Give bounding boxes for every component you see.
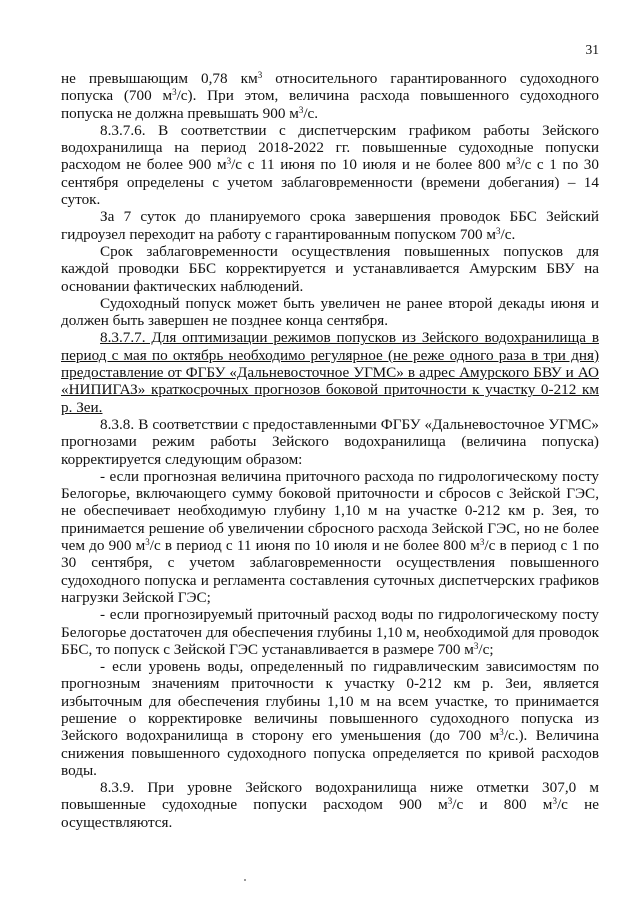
paragraph-continuation: не превышающим 0,78 $км^3$ относительного гарантированного судоходного попуска (700 $м^3/с$). При этом, величина расхода повышенного судоходного попуска не должна превышать 900 $м^3/с$. — [61, 70, 600, 122]
paragraph-8-3-9: 8.3.9. При уровне Зейского водохранилища ниже отметки 307,0 м повышенные судоходные попуски расходом 900 $м^3/с$ и 800 $м^3/с$ не осуществляются. — [61, 779, 599, 831]
list-item-3: - если уровень воды, определенный по гидравлическим зависимостям по прогнозным значениям приточности к участку 0-212 км р. Зеи, является избыточным для обеспечения глубины 1,10 м на всем участке, то принимается решение о корректировке величины повышенного судоходного попуска из Зейского водохранилища в сторону его уменьшения (до 700 $м^3/с$.). Величина снижения повышенного судоходного попуска определяется по кривой расходов воды. — [61, 658, 600, 779]
paragraph-8-3-7-6: 8.3.7.6. В соответствии с диспетчерским графиком работы Зейского водохранилища на период 2018-2022 гг. повышенные судоходные попуски расходом не более 900 $м^3/с$ с 11 июня по 10 июля и не более 800 $м^3/с$ с 1 по 30 сентября определены с учетом заблаговременности (времени добегания) – 14 суток. — [61, 121, 599, 209]
scan-speck — [244, 879, 246, 881]
paragraph-7-days: За 7 суток до планируемого срока завершения проводок ББС Зейский гидроузел переходит на работу с гарантированным попуском 700 $м^3/с$. — [61, 208, 599, 243]
list-item-1: - если прогнозная величина приточного расхода по гидрологическому посту Белогорье, включающего сумму боковой приточности и сбросов с Зейской ГЭС, не обеспечивает необходимую глубину 1,10 м на участке 0-212 км р. Зея, то принимается решение об увеличении сбросного расхода Зейской ГЭС, но не более чем до 900 $м^3/с$ в период с 11 июня по 10 июля и не более 800 $м^3/с$ в период с 1 по 30 сентября, с учетом заблаговременности осуществления повышенного судоходного попуска и регламента составления суточных диспетчерских графиков нагрузки Зейской ГЭС; — [61, 467, 599, 606]
document-body — [61, 70, 599, 831]
page-number: 31 — [585, 42, 599, 57]
list-item-2: - если прогнозируемый приточный расход воды по гидрологическому посту Белогорье достаточен для обеспечения глубины 1,10 м, необходимой для проводок ББС, то попуск с Зейской ГЭС устанавливается в размере 700 $м^3/с$; — [61, 606, 599, 658]
paragraph-8-3-8: 8.3.8. В соответствии с предоставленными ФГБУ «Дальневосточное УГМС» прогнозами режим работы Зейского водохранилища (величина попуска) корректируется следующим образом: — [61, 415, 599, 468]
paragraph-navigation-release: Судоходный попуск может быть увеличен не ранее второй декады июня и должен быть завершен не позднее конца сентября. — [61, 294, 599, 330]
paragraph-8-3-7-7: 8.3.7.7. Для оптимизации режимов попусков из Зейского водохранилища в период с мая по октябрь необходимо регулярное (не реже одного раза в три дня) предоставление от ФГБУ «Дальневосточное УГМС» в адрес Амурского БВУ и АО «НИПИГАЗ» краткосрочных прогнозов боковой приточности к участку 0-212 км р. Зеи. — [61, 329, 599, 416]
paragraph-lead-time: Срок заблаговременности осуществления повышенных попусков для каждой проводки ББС корректируется и устанавливается Амурским БВУ на основании фактических наблюдений. — [61, 242, 599, 295]
